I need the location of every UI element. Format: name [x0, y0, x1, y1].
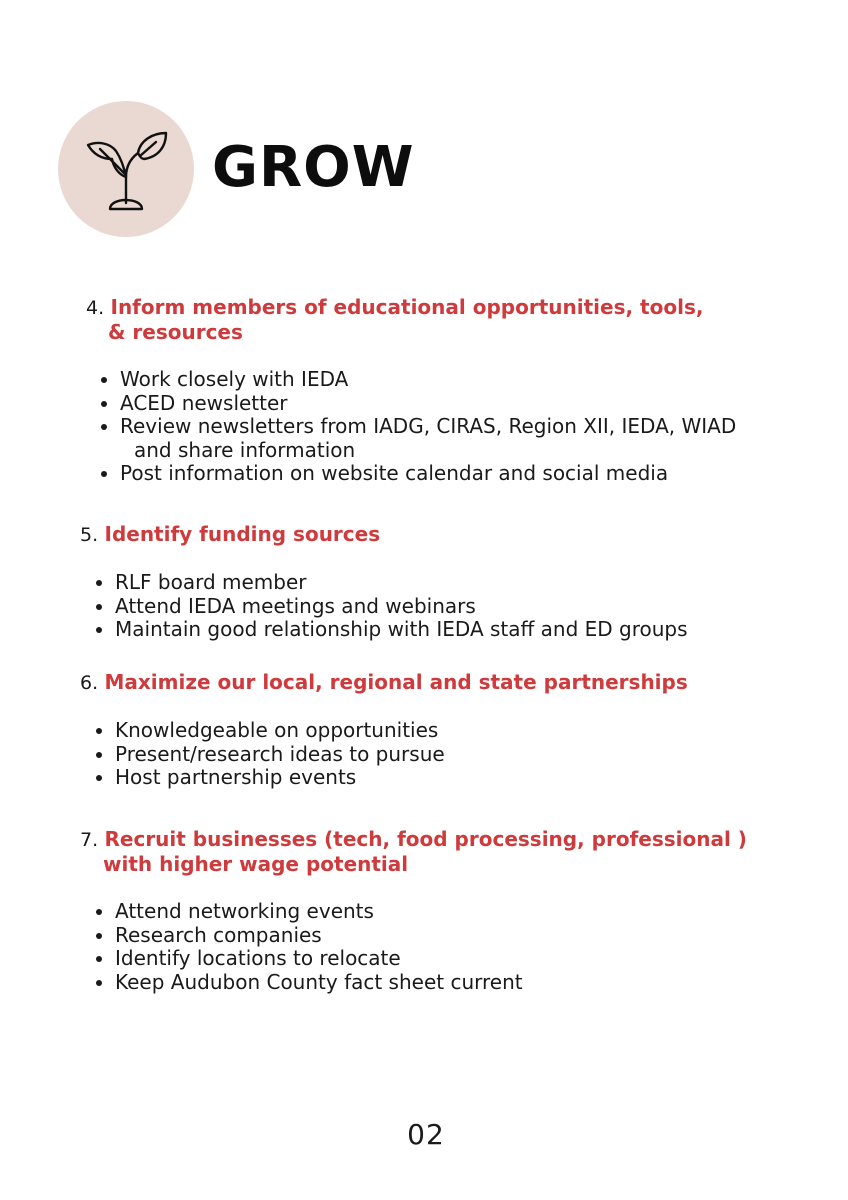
list-item: Identify locations to relocate [95, 947, 848, 971]
section-number: 6. [80, 672, 99, 694]
bullet-list [100, 368, 848, 486]
section-heading [86, 295, 848, 344]
bullet-list [95, 719, 848, 790]
list-item: Attend networking events [95, 900, 848, 924]
list-item: Attend IEDA meetings and webinars [95, 595, 848, 619]
page-title: GROW [212, 134, 415, 200]
section-title: Maximize our local, regional and state partnerships [104, 670, 688, 694]
section-5 [0, 522, 848, 642]
list-item: Work closely with IEDA [100, 368, 848, 392]
list-item-continued: and share information [134, 437, 356, 462]
section-6 [0, 670, 848, 790]
page-header [58, 101, 414, 237]
sprout-icon [80, 123, 172, 215]
list-item: ACED newsletter [100, 392, 848, 416]
list-item: Maintain good relationship with IEDA staff and ED groups [95, 618, 848, 642]
section-title-continued: with higher wage potential [103, 852, 409, 876]
icon-circle [58, 101, 194, 237]
list-item: Post information on website calendar and social media [100, 462, 848, 486]
section-title: Recruit businesses (tech, food processing, professional ) [104, 827, 747, 851]
list-item: Review newsletters from IADG, CIRAS, Region XII, IEDA, WIAD [100, 415, 848, 439]
section-title: Inform members of educational opportunities, tools, [110, 295, 704, 319]
list-item: RLF board member [95, 571, 848, 595]
section-title-continued: & resources [108, 320, 243, 344]
section-number: 7. [80, 829, 99, 851]
section-4 [0, 295, 848, 486]
page-number: 02 [407, 1118, 445, 1151]
section-title: Identify funding sources [104, 522, 381, 546]
list-item: Knowledgeable on opportunities [95, 719, 848, 743]
list-item: Present/research ideas to pursue [95, 743, 848, 767]
list-item: Keep Audubon County fact sheet current [95, 971, 848, 995]
bullet-list [95, 571, 848, 642]
bullet-list [95, 900, 848, 994]
list-item: Research companies [95, 924, 848, 948]
section-number: 4. [86, 297, 105, 319]
list-item: Host partnership events [95, 766, 848, 790]
section-number: 5. [80, 524, 99, 546]
section-heading [80, 827, 848, 876]
section-heading [80, 670, 848, 695]
section-7 [0, 827, 848, 994]
section-heading [80, 522, 848, 547]
